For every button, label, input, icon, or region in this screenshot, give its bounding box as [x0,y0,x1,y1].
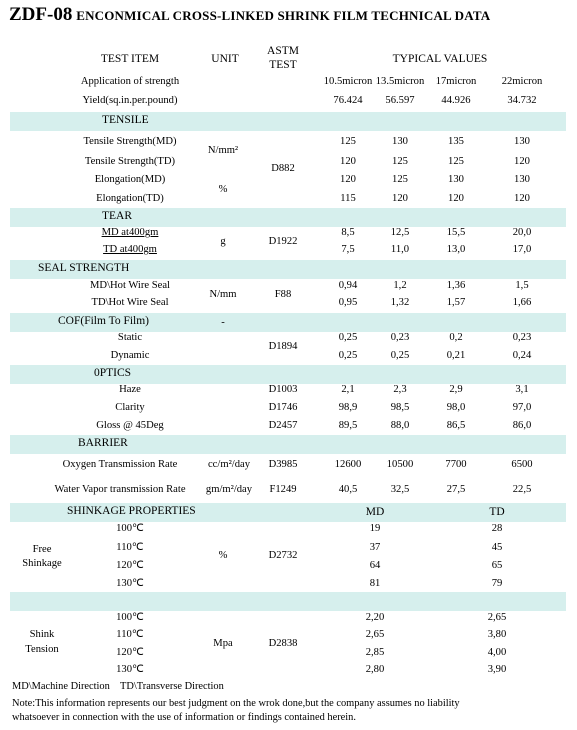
td-value: 45 [491,542,503,553]
value-cell: 32,5 [390,484,410,495]
header-unit: UNIT [211,53,239,65]
row-label: Haze [119,384,141,395]
row-label: TD at400gm [103,244,157,255]
header-astm: ASTM TEST [267,45,299,71]
group-label: Tension [25,644,59,655]
value-cell: 115 [340,193,356,204]
temp-cell: 110℃ [116,629,144,640]
temp-cell: 120℃ [116,647,144,658]
value-cell: 86,5 [446,420,466,431]
value-cell: 130 [392,136,408,147]
md-value: 81 [369,578,381,589]
row-label: Static [117,332,143,343]
value-cell: 89,5 [338,420,358,431]
value-cell: 125 [392,174,408,185]
astm-cell: D3985 [268,459,298,470]
md-value: 2,20 [365,612,385,623]
value-cell: 1,5 [515,280,529,291]
value-cell: 10500 [386,459,414,470]
header-typical-values: TYPICAL VALUES [392,53,488,65]
astm-cell: D882 [271,163,295,174]
value-cell: 135 [448,136,464,147]
unit-cell: gm/m²/day [205,484,253,495]
md-value: 2,85 [365,647,385,658]
product-code: ZDF-08 [9,4,73,25]
value-cell: 27,5 [446,484,466,495]
section-tensile [10,112,566,131]
md-value: 64 [369,560,381,571]
value-cell: 125 [448,156,464,167]
value-cell: 8,5 [341,227,355,238]
td-value: 79 [491,578,503,589]
unit-cell: % [218,550,228,561]
value-cell: 120 [514,193,530,204]
value-cell: 125 [340,136,356,147]
legend: MD\Machine Direction TD\Transverse Direction [12,681,224,692]
section-barrier [10,435,566,454]
temp-cell: 100℃ [116,523,144,534]
md-value: 37 [369,542,381,553]
value-cell: 3,1 [515,384,529,395]
value-cell: 1,36 [446,280,466,291]
astm-cell: D2838 [268,638,298,649]
value-cell: 130 [514,136,530,147]
section-title: TEAR [102,210,133,222]
td-value: 65 [491,560,503,571]
td-value: 28 [491,523,503,534]
td-value: 4,00 [487,647,507,658]
value-cell: 98,9 [338,402,358,413]
section-cof [10,313,566,332]
astm-cell: D1746 [268,402,298,413]
value-cell: 12600 [334,459,362,470]
section-title: BARRIER [78,437,128,449]
value-cell: 56.597 [385,95,415,106]
value-cell: 17micron [435,76,477,87]
astm-cell: D2457 [268,420,298,431]
row-label: Yield(sq.in.per.pound) [82,95,178,106]
value-cell: 7,5 [341,244,355,255]
section-seal-strength [10,260,566,279]
td-value: 3,80 [487,629,507,640]
value-cell: 7700 [445,459,467,470]
row-label: Elongation(MD) [94,174,166,185]
section-title: TENSILE [102,114,149,126]
value-cell: 130 [514,174,530,185]
value-cell: 0,94 [338,280,358,291]
value-cell: 0,25 [338,332,358,343]
section-title: 0PTICS [94,367,132,379]
value-cell: 125 [392,156,408,167]
md-value: 2,80 [365,664,385,675]
value-cell: 22,5 [512,484,532,495]
unit-cell: % [218,184,228,195]
temp-cell: 110℃ [116,542,144,553]
section-title: COF(Film To Film) [58,315,150,327]
value-cell: 0,24 [512,350,532,361]
astm-cell: F88 [274,289,292,300]
value-cell: 120 [514,156,530,167]
value-cell: 97,0 [512,402,532,413]
value-cell: 6500 [511,459,533,470]
value-cell: 2,3 [393,384,407,395]
value-cell: 120 [392,193,408,204]
document-title [9,4,490,26]
note-line-2: whatsoever in connection with the use of information or findings contained herein. [12,712,356,723]
astm-cell: D1922 [268,236,298,247]
value-cell: 98,5 [390,402,410,413]
value-cell: 20,0 [512,227,532,238]
row-label: MD at400gm [101,227,159,238]
value-cell: 2,9 [449,384,463,395]
row-label: Dynamic [110,350,150,361]
td-value: 3,90 [487,664,507,675]
group-label: Shinkage [22,558,62,569]
row-label: Application of strength [80,76,180,87]
unit-cell: g [220,236,226,247]
md-header: MD [365,506,385,518]
unit-dash: - [221,317,225,328]
row-label: Elongation(TD) [96,193,164,204]
value-cell: 120 [340,174,356,185]
value-cell: 0,25 [390,350,410,361]
astm-cell: D1003 [268,384,298,395]
value-cell: 76.424 [333,95,363,106]
value-cell: 40,5 [338,484,358,495]
value-cell: 0,2 [449,332,463,343]
unit-cell: cc/m²/day [207,459,250,470]
value-cell: 22micron [501,76,543,87]
row-label: Tensile Strength(MD) [83,136,177,147]
td-header: TD [489,506,505,518]
section-title: SHINKAGE PROPERTIES [67,505,196,517]
value-cell: 17,0 [512,244,532,255]
value-cell: 13,0 [446,244,466,255]
header-test-item: TEST ITEM [100,53,160,65]
value-cell: 11,0 [390,244,410,255]
md-value: 19 [369,523,381,534]
value-cell: 44.926 [441,95,471,106]
group-label: Free [32,544,52,555]
value-cell: 88,0 [390,420,410,431]
value-cell: 130 [448,174,464,185]
value-cell: 0,21 [446,350,466,361]
section-optics [10,365,566,384]
row-label: TD\Hot Wire Seal [91,297,169,308]
value-cell: 120 [448,193,464,204]
group-label: Shink [29,629,55,640]
unit-cell: Mpa [213,638,233,649]
temp-cell: 100℃ [116,612,144,623]
temp-cell: 120℃ [116,560,144,571]
astm-cell: D2732 [268,550,298,561]
td-value: 2,65 [487,612,507,623]
row-label: Gloss @ 45Deg [96,420,164,431]
value-cell: 1,32 [390,297,410,308]
value-cell: 2,1 [341,384,355,395]
value-cell: 13.5micron [375,76,425,87]
section-title: SEAL STRENGTH [38,262,130,274]
md-value: 2,65 [365,629,385,640]
value-cell: 0,23 [390,332,410,343]
row-label: Clarity [115,402,145,413]
value-cell: 0,25 [338,350,358,361]
unit-cell: N/mm [209,289,237,300]
value-cell: 34.732 [507,95,537,106]
title-text: ENCONMICAL CROSS-LINKED SHRINK FILM TECHNICAL DATA [76,8,491,23]
row-label: Tensile Strength(TD) [84,156,176,167]
value-cell: 1,2 [393,280,407,291]
value-cell: 86,0 [512,420,532,431]
section-tear [10,208,566,227]
astm-cell: D1894 [268,341,298,352]
value-cell: 0,23 [512,332,532,343]
value-cell: 15,5 [446,227,466,238]
temp-cell: 130℃ [116,664,144,675]
astm-cell: F1249 [269,484,297,495]
unit-cell: N/mm² [207,145,239,156]
note-line-1: Note:This information represents our best judgment on the wrok done,but the company assumes no liability [12,698,460,709]
row-label: Water Vapor transmission Rate [54,484,186,495]
row-label: MD\Hot Wire Seal [90,280,170,291]
row-label: Oxygen Transmission Rate [62,459,178,470]
value-cell: 1,66 [512,297,532,308]
value-cell: 12,5 [390,227,410,238]
section-tension-band [10,592,566,611]
value-cell: 98,0 [446,402,466,413]
value-cell: 120 [340,156,356,167]
value-cell: 1,57 [446,297,466,308]
value-cell: 0,95 [338,297,358,308]
value-cell: 10.5micron [323,76,373,87]
temp-cell: 130℃ [116,578,144,589]
